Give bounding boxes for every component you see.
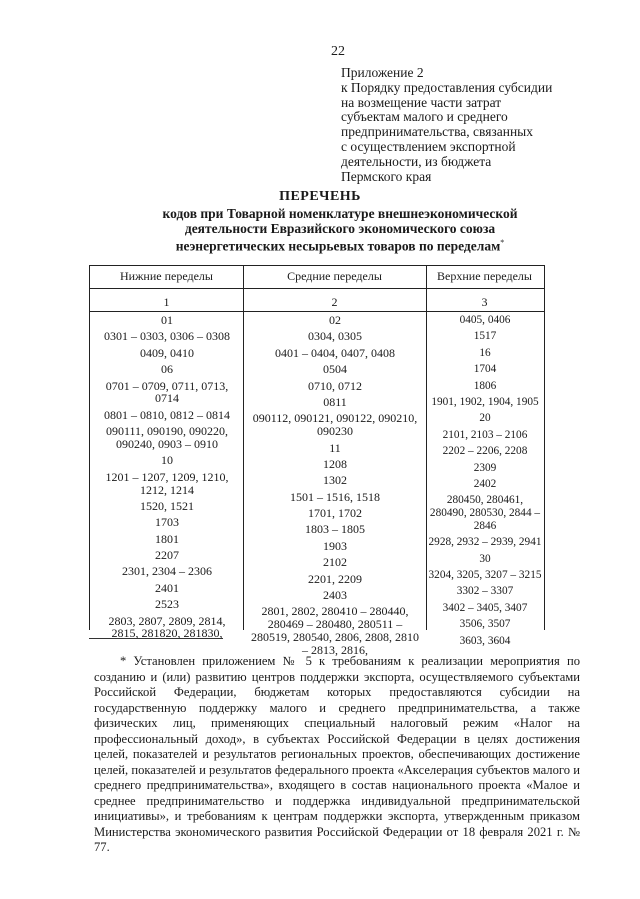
code-cell: 20	[479, 412, 491, 425]
header-lower-stages: Нижние переделы	[120, 269, 213, 283]
column-number: 1	[163, 295, 170, 309]
appendix-line: с осуществлением экспортной	[341, 138, 516, 154]
appendix-line: Приложение 2	[341, 65, 424, 80]
column-number: 3	[481, 295, 488, 309]
code-cell: 2102	[323, 555, 347, 570]
code-cell: 3603, 3604	[459, 634, 511, 647]
code-cell: 3506, 3507	[459, 618, 511, 631]
code-cell: 1703	[155, 515, 179, 530]
code-cell: 2523	[155, 597, 179, 612]
code-cell: 11	[329, 440, 341, 455]
code-cell: 280450, 280461, 280490, 280530, 2844 – 2846	[429, 494, 541, 532]
code-cell: 3204, 3205, 3207 – 3215	[428, 569, 542, 582]
code-cell: 0710, 0712	[308, 378, 362, 393]
subtitle-line: деятельности Евразийского экономического союза	[184, 220, 496, 236]
code-cell: 1201 – 1207, 1209, 1210, 1212, 1214	[105, 469, 229, 497]
code-cell: 2402	[473, 477, 497, 490]
code-cell: 1801	[155, 531, 179, 546]
code-cell: 0811	[323, 394, 347, 409]
code-cell: 01	[161, 313, 173, 327]
code-cell: 3302 – 3307	[456, 585, 514, 598]
code-cell: 2201, 2209	[308, 571, 362, 586]
code-cell: 10	[161, 453, 173, 468]
footnote-separator	[89, 638, 223, 639]
document-subtitle	[140, 207, 540, 254]
code-cell: 1520, 1521	[140, 498, 194, 513]
header-middle-stages: Средние переделы	[287, 269, 382, 283]
lower-stages-column	[100, 314, 234, 644]
header-upper-stages: Верхние переделы	[437, 269, 532, 283]
codes-table	[89, 265, 545, 657]
appendix-line: Пермского края	[341, 168, 432, 184]
subtitle-line: кодов при Товарной номенклатуре внешнеэкономической	[162, 206, 518, 221]
code-cell: 1903	[323, 538, 347, 553]
code-cell: 02	[329, 313, 341, 327]
code-cell: 2101, 2103 – 2106	[442, 428, 528, 441]
code-cell: 1302	[323, 473, 347, 488]
code-cell: 06	[161, 362, 173, 377]
upper-stages-column	[428, 314, 542, 651]
code-cell: 1806	[473, 379, 497, 392]
footnote-text: * Установлен приложением № 5 к требованиям к реализации мероприятия по созданию и (или) развитию центров поддержки экспорта, осуществляемого субъектами Российской Федерации, бюджетам которых предоставляются субсидии на государственную поддержку малого и среднего предпринимательства, а также физических лиц, применяющих специальный налоговый режим «Налог на профессиональный доход», в субъектах Российской Федерации в целях достижения целей, показателей и результатов региональных проектов, обеспечивающих достижение целей, показателей и результатов федерального проекта «Акселерация субъектов малого и среднего предпринимательства», входящего в состав национального проекта «Малое и среднее предпринимательство и поддержка индивидуальной предпринимательской инициативы», и требованиям к центрам поддержки экспорта, утвержденным приказом Министерства экономического развития Российской Федерации от 18 февраля 2021 г. № 77.	[94, 654, 580, 854]
code-cell: 2202 – 2206, 2208	[442, 445, 528, 458]
subtitle-line	[140, 236, 540, 254]
column-number: 2	[331, 295, 338, 309]
code-cell: 090112, 090121, 090122, 090210, 090230	[252, 411, 418, 439]
header-divider	[90, 288, 544, 289]
number-row-divider	[90, 311, 544, 312]
code-cell: 1803 – 1805	[305, 522, 365, 537]
appendix-block	[341, 66, 552, 184]
code-cell: 1704	[473, 363, 497, 376]
code-cell: 2301, 2304 – 2306	[122, 564, 212, 579]
code-cell: 0405, 0406	[459, 314, 511, 326]
appendix-line: субъектам малого и среднего	[341, 109, 508, 125]
code-cell: 2801, 2802, 280410 – 280440, 280469 – 280480, 280511 – 280519, 280540, 2806, 2808, 2810 – 2813, 2816,	[251, 604, 419, 657]
appendix-line: деятельности, из бюджета	[341, 153, 492, 169]
appendix-line: на возмещение части затрат	[341, 94, 502, 110]
code-cell: 2207	[155, 548, 179, 563]
code-cell: 0301 – 0303, 0306 – 0308	[104, 329, 230, 344]
code-cell: 2309	[473, 461, 497, 474]
code-cell: 1208	[323, 456, 347, 471]
code-cell: 1901, 1902, 1904, 1905	[431, 395, 539, 408]
document-title: ПЕРЕЧЕНЬ	[279, 189, 361, 204]
column-divider	[243, 266, 244, 630]
column-divider	[426, 266, 427, 630]
subtitle-line-text: неэнергетических несырьевых товаров по переделам	[175, 238, 501, 254]
code-cell: 2803, 2807, 2809, 2814, 2815, 281820, 281830,	[108, 613, 226, 641]
appendix-line: предпринимательства, связанных	[341, 124, 534, 140]
code-cell: 2403	[323, 588, 347, 603]
code-cell: 0409, 0410	[140, 345, 194, 360]
middle-stages-column	[248, 314, 422, 660]
code-cell: 2401	[155, 580, 179, 595]
code-cell: 2928, 2932 – 2939, 2941	[428, 536, 542, 549]
code-cell: 16	[479, 346, 491, 359]
code-cell: 1501 – 1516, 1518	[290, 489, 380, 504]
code-cell: 0801 – 0810, 0812 – 0814	[104, 407, 230, 422]
code-cell: 30	[479, 552, 491, 565]
code-cell: 1701, 1702	[308, 506, 362, 521]
code-cell: 1517	[473, 330, 497, 343]
code-cell: 0504	[323, 362, 347, 377]
code-cell: 090111, 090190, 090220, 090240, 0903 – 0910	[105, 424, 229, 451]
code-cell: 0701 – 0709, 0711, 0713, 0714	[105, 378, 229, 406]
appendix-line: к Порядку предоставления субсидии	[341, 79, 553, 95]
footnote-mark: *	[500, 238, 505, 247]
code-cell: 0401 – 0404, 0407, 0408	[275, 345, 395, 360]
code-cell: 0304, 0305	[308, 329, 362, 344]
code-cell: 3402 – 3405, 3407	[442, 601, 528, 614]
page-number: 22	[331, 44, 345, 59]
